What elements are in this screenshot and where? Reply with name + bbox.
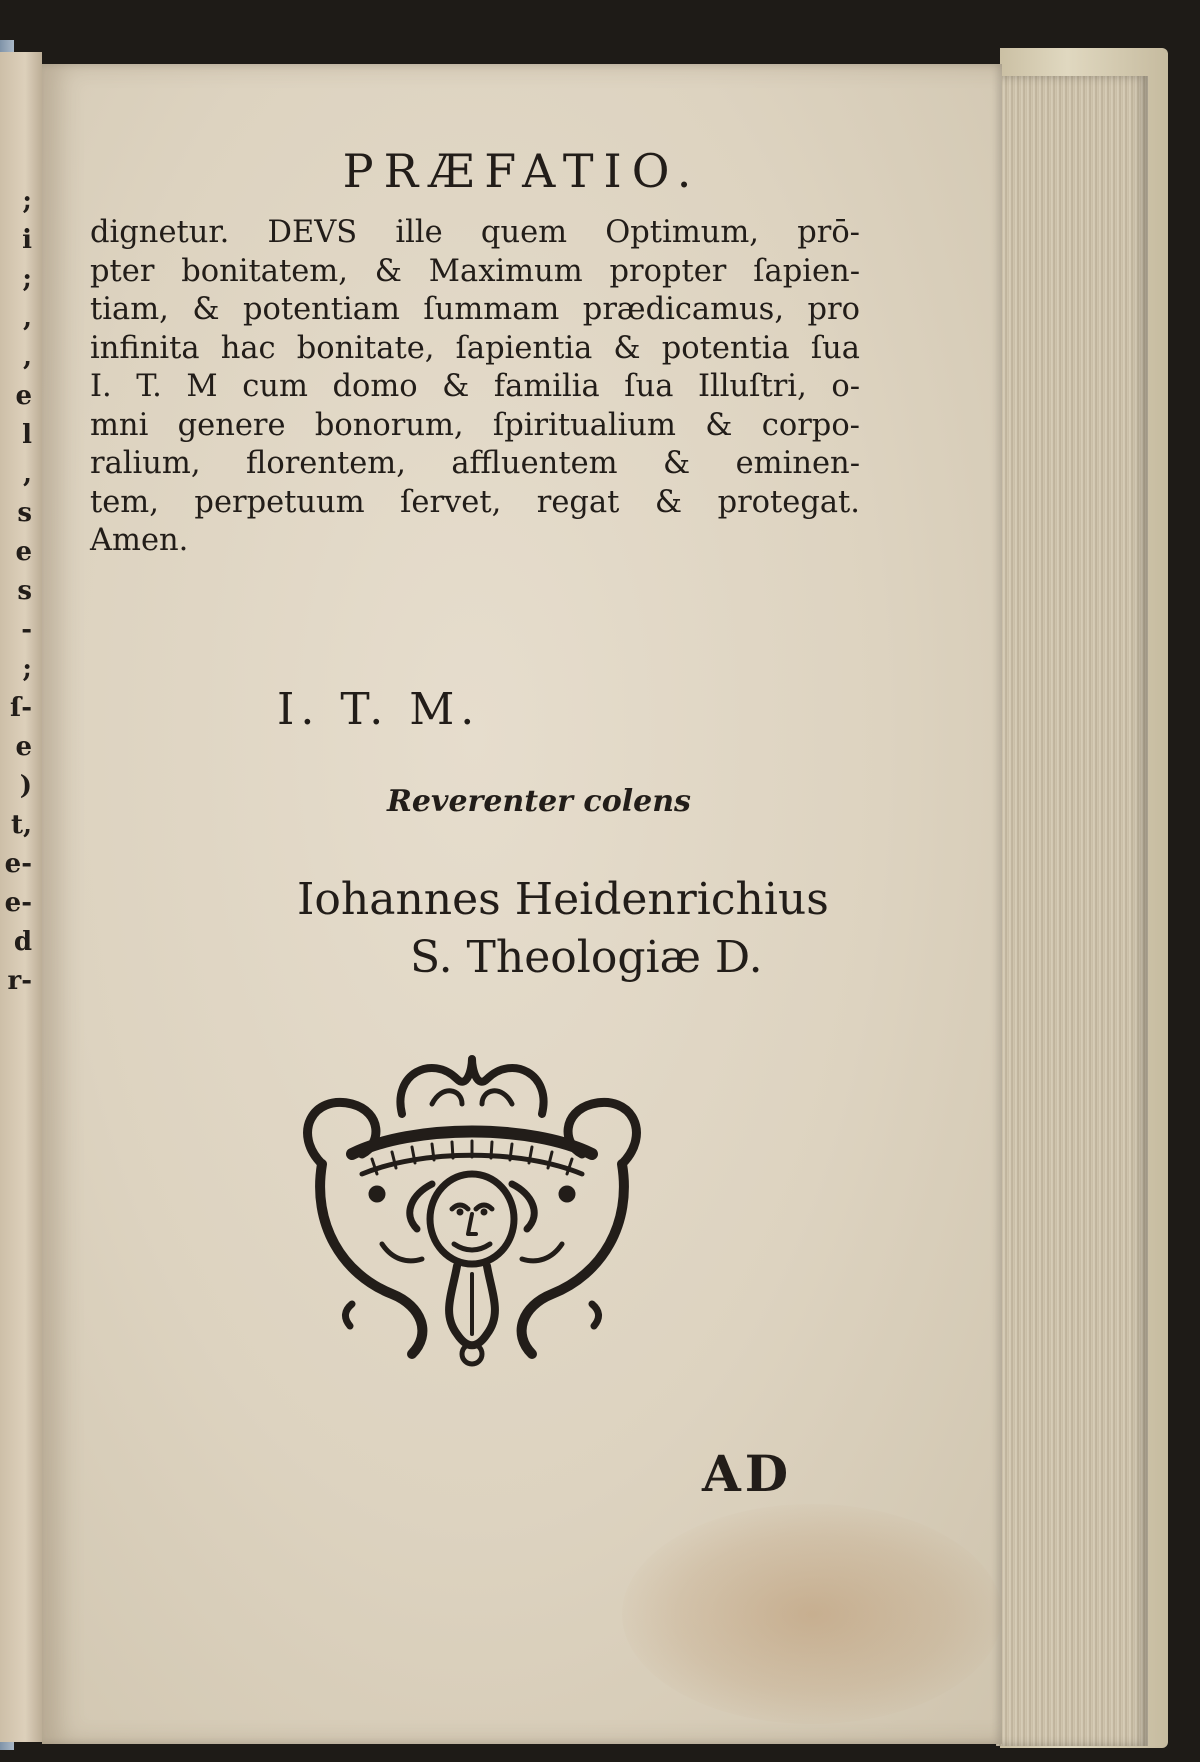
- left-margin-char: ;: [22, 186, 32, 216]
- left-margin-char: i: [22, 225, 32, 255]
- body-line: dignetur. DEVS ille quem Optimum, prō-: [90, 215, 860, 250]
- body-line: Amen.: [90, 523, 189, 558]
- catchword: AD: [702, 1444, 793, 1503]
- left-margin-char: ,: [22, 342, 32, 372]
- left-margin-char: e: [15, 732, 32, 762]
- left-margin-char: ): [19, 771, 32, 801]
- left-margin-char: l: [22, 420, 32, 450]
- left-margin-char: t,: [10, 810, 32, 840]
- left-margin-char: r-: [7, 966, 32, 996]
- running-head: PRÆFATIO.: [342, 144, 702, 198]
- left-page-margin-text: [2, 182, 32, 1001]
- body-line: tem, perpetuum ſervet, regat & protegat.: [90, 484, 860, 520]
- body-line: mni genere bonorum, ſpiritualium & corpo-: [90, 407, 860, 443]
- page-block-edges: [996, 76, 1148, 1746]
- left-margin-char: ,: [22, 303, 32, 333]
- body-line: tiam, & potentiam ſummam prædicamus, pro: [90, 292, 860, 327]
- left-margin-char: e: [15, 537, 32, 567]
- left-margin-char: e-: [4, 888, 32, 918]
- left-margin-char: d: [13, 927, 32, 957]
- left-margin-char: -: [21, 615, 32, 645]
- left-margin-char: s: [17, 498, 32, 528]
- author-degree: S. Theologiæ D.: [410, 932, 763, 983]
- left-margin-char: ,: [22, 459, 32, 489]
- body-text: [90, 214, 860, 561]
- mascaron-ornament-icon: [282, 1044, 662, 1384]
- left-margin-char: s: [17, 576, 32, 606]
- left-margin-char: ;: [22, 264, 32, 294]
- body-line: I. T. M cum domo & familia ſua Illuſtri, o-: [90, 369, 860, 404]
- left-margin-char: ;: [22, 654, 32, 684]
- left-margin-char: e-: [4, 849, 32, 879]
- body-line: ralium, florentem, affluentem & eminen-: [90, 446, 860, 481]
- water-stain: [622, 1504, 1002, 1724]
- closing-formula: Reverenter colens: [387, 784, 691, 819]
- body-line: pter bonitatem, & Maximum propter ſapien-: [90, 253, 860, 289]
- left-margin-char: ſ-: [10, 693, 32, 723]
- dedicatee-initials: I. T. M.: [277, 684, 481, 735]
- left-margin-char: e: [15, 381, 32, 411]
- author-name: Iohannes Heidenrichius: [297, 874, 829, 925]
- book-page: [42, 64, 1002, 1744]
- body-line: infinita hac bonitate, ſapientia & potentia ſua: [90, 330, 860, 366]
- left-page-edge: [0, 52, 42, 1742]
